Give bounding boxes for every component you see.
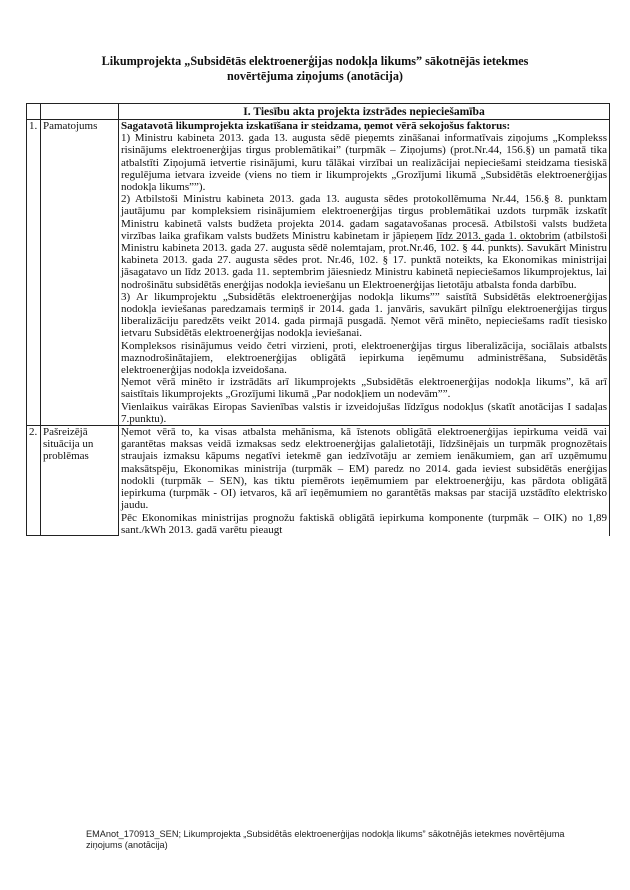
document-title (60, 54, 570, 84)
row-label-situacija: Pašreizējā situācija un problēmas (41, 426, 119, 536)
row-content-situacija (119, 426, 610, 536)
section-heading-spacer-2 (41, 104, 119, 120)
paragraph-text: 2) Atbilstoši Ministru kabineta 2013. gada 13. augusta sēdes protokollēmuma Nr.44, 156.§ 8. punktam jautājumu par kompleksiem risinājumiem elektroenerģijas tirgus problemātikai uzdots turpmāk izskatīt Ministru kabinetā valsts budžeta projekta 2014. gadam sagatavošanas procesā. Atbilstoši valsts budžeta virzības laika grafikam valsts budžets Ministru kabinetam ir jāpieņem (121, 193, 607, 242)
table-row (27, 426, 610, 536)
paragraph: Ņemot vērā to, ka visas atbalsta mehānisma, kā īstenots obligātā elektroenerģijas iepirkuma veidā vai garantētas maksas veidā izmaksas sedz elektroenerģijas galalietotāji, līdzšinējais un turpmāk prognozētais straujais izmaksu kāpums negatīvi ietekmē gan iedzīvotāju ar zemiem ienākumiem, gan arī uzņēmumu maksātspēju, Ekonomikas ministrija (turpmāk – EM) paredz no 2014. gada ieviest subsidētās enerģijas nodokli (turpmāk – SEN), kas tiktu piemērots ieņēmumiem par elektroenerģiju, kas pārdota obligātā iepirkuma (turpmāk - OI) ietvaros, kā arī ieņēmumiem no garantētās maksas par stacijā uzstādīto elektrisko jaudu. (121, 426, 607, 512)
paragraph: 3) Ar likumprojektu „Subsidētās elektroenerģijas nodokļa likums”” saistītā Subsidētās elektroenerģijas nodokļa ieviešanas paredzamais termiņš ir 2014. gada 1. janvāris, savukārt pilnīgu elektroenerģijas tirgus liberalizāciju paredzēts veikt 2014. gada pirmajā pusgadā. Ņemot vērā minēto, nepieciešams radīt tiesisko ietvaru Subsidētās elektroenerģijas nodokļa ieviešanai. (121, 290, 607, 340)
title-line-2: novērtējuma ziņojums (anotācija) (226, 69, 403, 83)
paragraph: Ņemot vērā minēto ir izstrādāts arī likumprojekts „Subsidētās elektroenerģijas nodokļa likums”, kā arī saistītais likumprojekts „Grozījumi likumā „Par nodokļiem un nodevām””. (121, 376, 607, 401)
paragraph: Vienlaikus vairākas Eiropas Savienības valstis ir izveidojušas līdzīgus nodokļus (skatīt anotācijas I sadaļas 7.punktu). (121, 400, 607, 425)
title-line-1: Likumprojekta „Subsidētās elektroenerģijas nodokļa likums” sākotnējās ietekmes (101, 54, 529, 68)
table-row (27, 120, 610, 426)
paragraph-text: (atbilstoši Ministru kabineta 2013. gada 27. augusta sēdē nolemtajam, prot.Nr.46, 102. § 44. punkts). Savukārt Ministru kabineta 2013. gada 27. augusta sēdes prot. Nr.46, 102. § 17. punktā noteikts, ka Ekonomikas ministrijai jāsagatavo un līdz 2013. gada 11. septembrim jāiesniedz Ministru kabinetā nepieciešamos likumprojektus, lai nodrošinātu subsidētās enerģijas nodokļa ieviešanu un Elektroenerģijas lietotāju atbalsta fonda darbību. (121, 229, 607, 291)
underlined-deadline: līdz 2013. gada 1. oktobrim (436, 229, 561, 242)
footer-line-2: ziņojums (anotācija) (86, 840, 168, 850)
intro-paragraph: Sagatavotā likumprojekta izskatīšana ir steidzama, ņemot vērā sekojošus faktorus: (121, 120, 511, 132)
row-content-pamatojums (119, 120, 610, 426)
section-heading-row (27, 104, 610, 120)
section-heading-spacer (27, 104, 41, 120)
page-footer (86, 829, 586, 851)
section-heading: I. Tiesību akta projekta izstrādes nepieciešamība (119, 104, 610, 120)
row-number: 2. (27, 426, 41, 536)
row-number: 1. (27, 120, 41, 426)
paragraph: Kompleksos risinājumus veido četri virzieni, proti, elektroenerģijas tirgus liberalizācija, sociālais atbalsts maznodrošinātajiem, elektroenerģijas obligātā iepirkuma ieņēmumu administrēšana, Subsidētās elektroenerģijas nodokļa izveidošana. (121, 339, 607, 377)
annotation-table (26, 103, 610, 536)
row-label-pamatojums: Pamatojums (41, 120, 119, 426)
paragraph (121, 193, 607, 291)
paragraph: 1) Ministru kabineta 2013. gada 13. augusta sēdē pieņemts zināšanai informatīvais ziņojums „Komplekss risinājums elektroenerģijas tirgus problemātikai” (turpmāk – Ziņojums) (prot.Nr.44, 156.§) un pamatā tika atbalstīti Ziņojumā ietvertie risinājumi, kuru tālākai virzībai un realizācijai nepieciešami steidzama tiesiskā regulējuma ietvara izveide (viens no tiem ir likumprojekts „Grozījumi likumā „Subsidētās elektroenerģijas nodokļa likums””). (121, 132, 607, 194)
footer-line-1: EMAnot_170913_SEN; Likumprojekta „Subsidētās elektroenerģijas nodokļa likums” sākotnējās ietekmes novērtējuma (86, 829, 565, 839)
paragraph: Pēc Ekonomikas ministrijas prognožu faktiskā obligātā iepirkuma komponente (turpmāk – OIK) no 1,89 sant./kWh 2013. gadā varētu pieaugt (121, 511, 607, 536)
